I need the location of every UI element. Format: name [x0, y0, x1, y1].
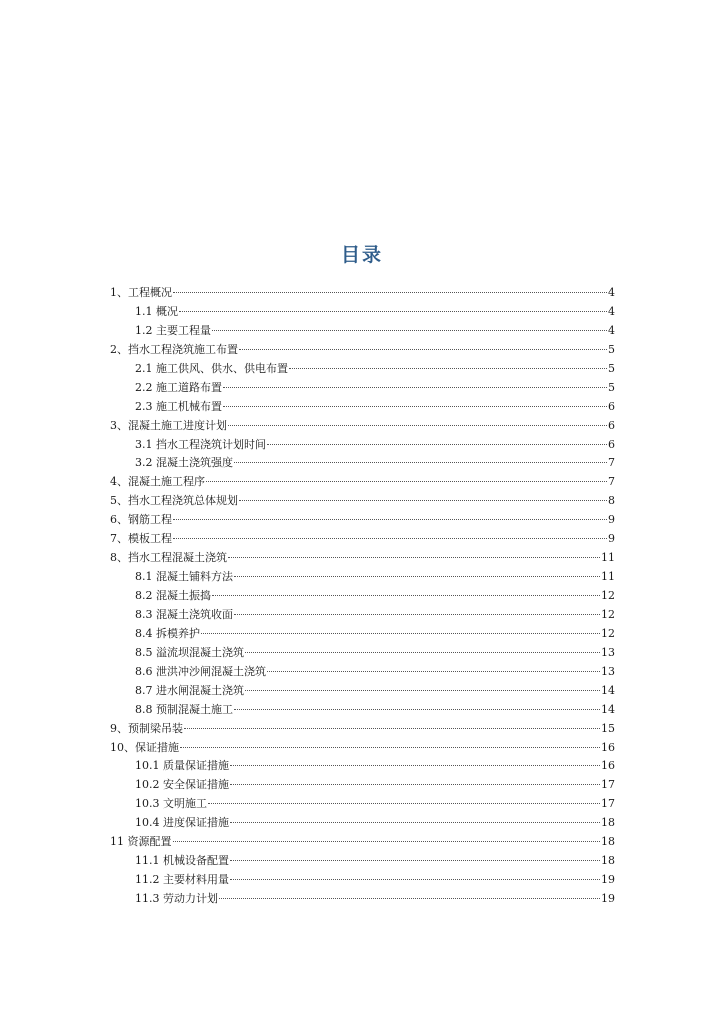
toc-entry-label: 8.7 进水闸混凝土浇筑	[135, 683, 244, 697]
toc-page-number: 18	[601, 816, 615, 830]
toc-leader-dots	[180, 747, 600, 748]
toc-leader-dots	[245, 652, 600, 653]
toc-page-number: 12	[601, 626, 615, 640]
toc-page-number: 13	[601, 645, 615, 659]
toc-entry[interactable]	[110, 492, 615, 511]
toc-leader-dots	[230, 822, 600, 823]
toc-entry[interactable]	[110, 814, 615, 833]
toc-entry-label: 11 资源配置	[110, 835, 172, 849]
toc-page-number: 17	[601, 797, 615, 811]
toc-entry-label: 3、混凝土施工进度计划	[110, 418, 227, 432]
toc-page-number: 9	[608, 532, 615, 546]
toc-entry[interactable]	[110, 417, 615, 436]
toc-entry[interactable]	[110, 871, 615, 890]
toc-leader-dots	[219, 898, 600, 899]
toc-title: 目录	[340, 244, 383, 266]
toc-entry[interactable]	[110, 682, 615, 701]
toc-entry[interactable]	[110, 530, 615, 549]
toc-entry[interactable]	[110, 644, 615, 663]
toc-page-number: 13	[601, 664, 615, 678]
toc-page-number: 9	[608, 513, 615, 527]
toc-page-number: 18	[601, 835, 615, 849]
toc-page-number: 6	[608, 437, 615, 451]
toc-page-number: 11	[601, 551, 615, 565]
toc-entry-label: 8.2 混凝土振捣	[135, 589, 211, 602]
toc-leader-dots	[206, 481, 607, 482]
toc-page-number: 4	[608, 286, 615, 299]
toc-page-number: 14	[601, 683, 615, 697]
toc-entry[interactable]	[110, 360, 615, 379]
toc-page-number: 16	[601, 740, 615, 754]
toc-entry-label: 8.5 溢流坝混凝土浇筑	[135, 645, 244, 659]
toc-leader-dots	[179, 311, 607, 312]
toc-entry[interactable]	[110, 795, 615, 814]
toc-entry-label: 8.4 拆模养护	[135, 626, 200, 640]
toc-entry[interactable]	[110, 606, 615, 625]
toc-entry[interactable]	[110, 549, 615, 568]
toc-page-number: 12	[601, 607, 615, 621]
toc-leader-dots	[230, 879, 600, 880]
toc-entry-label: 9、预制梁吊装	[110, 721, 183, 735]
toc-entry[interactable]	[110, 890, 615, 909]
toc-leader-dots	[212, 595, 600, 596]
toc-page-number: 6	[608, 418, 615, 432]
toc-entry[interactable]	[110, 511, 615, 530]
toc-leader-dots	[212, 330, 607, 331]
toc-leader-dots	[239, 349, 607, 350]
toc-entry[interactable]	[110, 776, 615, 795]
toc-entry-label: 11.2 主要材料用量	[135, 873, 229, 887]
toc-entry[interactable]	[110, 757, 615, 776]
toc-leader-dots	[173, 538, 607, 539]
toc-entry-label: 2.2 施工道路布置	[135, 380, 222, 394]
toc-page-number: 16	[601, 759, 615, 773]
toc-leader-dots	[228, 425, 607, 426]
toc-entry-label: 11.1 机械设备配置	[135, 854, 229, 868]
toc-entry[interactable]	[110, 341, 615, 360]
toc-leader-dots	[230, 784, 600, 785]
toc-entry-label: 1.2 主要工程量	[135, 323, 211, 337]
toc-leader-dots	[234, 709, 600, 710]
toc-leader-dots	[228, 557, 600, 558]
toc-leader-dots	[245, 690, 600, 691]
toc-page-number: 18	[601, 854, 615, 868]
toc-entry-label: 10、保证措施	[110, 740, 179, 754]
toc-list	[110, 284, 615, 909]
toc-entry[interactable]	[110, 852, 615, 871]
toc-entry-label: 3.2 混凝土浇筑强度	[135, 456, 233, 470]
toc-leader-dots	[289, 368, 607, 369]
toc-entry-label: 6、钢筋工程	[110, 513, 172, 527]
toc-entry-label: 2.1 施工供风、供水、供电布置	[135, 361, 288, 375]
toc-leader-dots	[239, 500, 607, 501]
toc-entry-label: 2.3 施工机械布置	[135, 399, 222, 413]
toc-entry-label: 8.1 混凝土铺料方法	[135, 570, 233, 584]
toc-leader-dots	[173, 519, 607, 520]
toc-entry[interactable]	[110, 701, 615, 720]
toc-entry-label: 10.2 安全保证措施	[135, 778, 229, 792]
toc-page-number: 7	[608, 456, 615, 470]
toc-page-number: 19	[601, 892, 615, 905]
toc-leader-dots	[234, 462, 607, 463]
toc-page-number: 4	[608, 304, 615, 318]
toc-entry[interactable]	[110, 625, 615, 644]
toc-leader-dots	[230, 860, 600, 861]
toc-page-number: 17	[601, 778, 615, 792]
toc-entry[interactable]	[110, 379, 615, 398]
toc-page-number: 5	[608, 361, 615, 375]
toc-leader-dots	[230, 765, 600, 766]
toc-entry[interactable]	[110, 587, 615, 606]
toc-entry[interactable]	[110, 454, 615, 473]
toc-entry-label: 8.6 泄洪冲沙闸混凝土浇筑	[135, 664, 266, 678]
toc-page-number: 12	[601, 589, 615, 602]
toc-entry-label: 7、模板工程	[110, 532, 172, 546]
toc-leader-dots	[267, 671, 600, 672]
toc-entry[interactable]	[110, 473, 615, 492]
toc-entry-label: 5、挡水工程浇筑总体规划	[110, 494, 238, 508]
toc-entry-label: 10.3 文明施工	[135, 797, 207, 811]
toc-entry-label: 4、混凝土施工程序	[110, 475, 205, 489]
toc-entry-label: 8.3 混凝土浇筑收面	[135, 607, 233, 621]
toc-page-number: 8	[608, 494, 615, 508]
toc-page-number: 7	[608, 475, 615, 489]
toc-leader-dots	[208, 803, 600, 804]
toc-page-number: 5	[608, 380, 615, 394]
toc-leader-dots	[173, 841, 601, 842]
toc-entry[interactable]	[110, 568, 615, 587]
toc-leader-dots	[234, 614, 600, 615]
toc-page-number: 6	[608, 399, 615, 413]
toc-entry[interactable]	[110, 284, 615, 303]
toc-entry[interactable]	[110, 663, 615, 682]
toc-leader-dots	[267, 444, 607, 445]
toc-entry-label: 11.3 劳动力计划	[135, 892, 218, 905]
toc-entry[interactable]	[110, 833, 615, 852]
toc-entry[interactable]	[110, 322, 615, 341]
toc-leader-dots	[223, 387, 607, 388]
toc-entry-label: 8、挡水工程混凝土浇筑	[110, 551, 227, 565]
toc-page-number: 19	[601, 873, 615, 887]
toc-entry-label: 10.4 进度保证措施	[135, 816, 229, 830]
toc-leader-dots	[184, 728, 600, 729]
toc-entry-label: 2、挡水工程浇筑施工布置	[110, 342, 238, 356]
toc-leader-dots	[223, 406, 607, 407]
toc-entry-label: 10.1 质量保证措施	[135, 759, 229, 773]
toc-leader-dots	[201, 633, 600, 634]
toc-leader-dots	[234, 576, 600, 577]
toc-entry-label: 3.1 挡水工程浇筑计划时间	[135, 437, 266, 451]
toc-entry-label: 1.1 概况	[135, 304, 178, 318]
toc-page-number: 4	[608, 323, 615, 337]
toc-leader-dots	[173, 292, 607, 293]
toc-page-number: 5	[608, 342, 615, 356]
toc-entry-label: 1、工程概况	[110, 286, 172, 299]
toc-entry[interactable]	[110, 720, 615, 739]
toc-entry[interactable]	[110, 436, 615, 455]
toc-page-number: 11	[601, 570, 615, 584]
toc-entry[interactable]	[110, 739, 615, 758]
toc-page-number: 14	[601, 702, 615, 716]
toc-entry[interactable]	[110, 303, 615, 322]
toc-page-number: 15	[601, 721, 615, 735]
toc-entry-label: 8.8 预制混凝土施工	[135, 702, 233, 716]
toc-entry[interactable]	[110, 398, 615, 417]
